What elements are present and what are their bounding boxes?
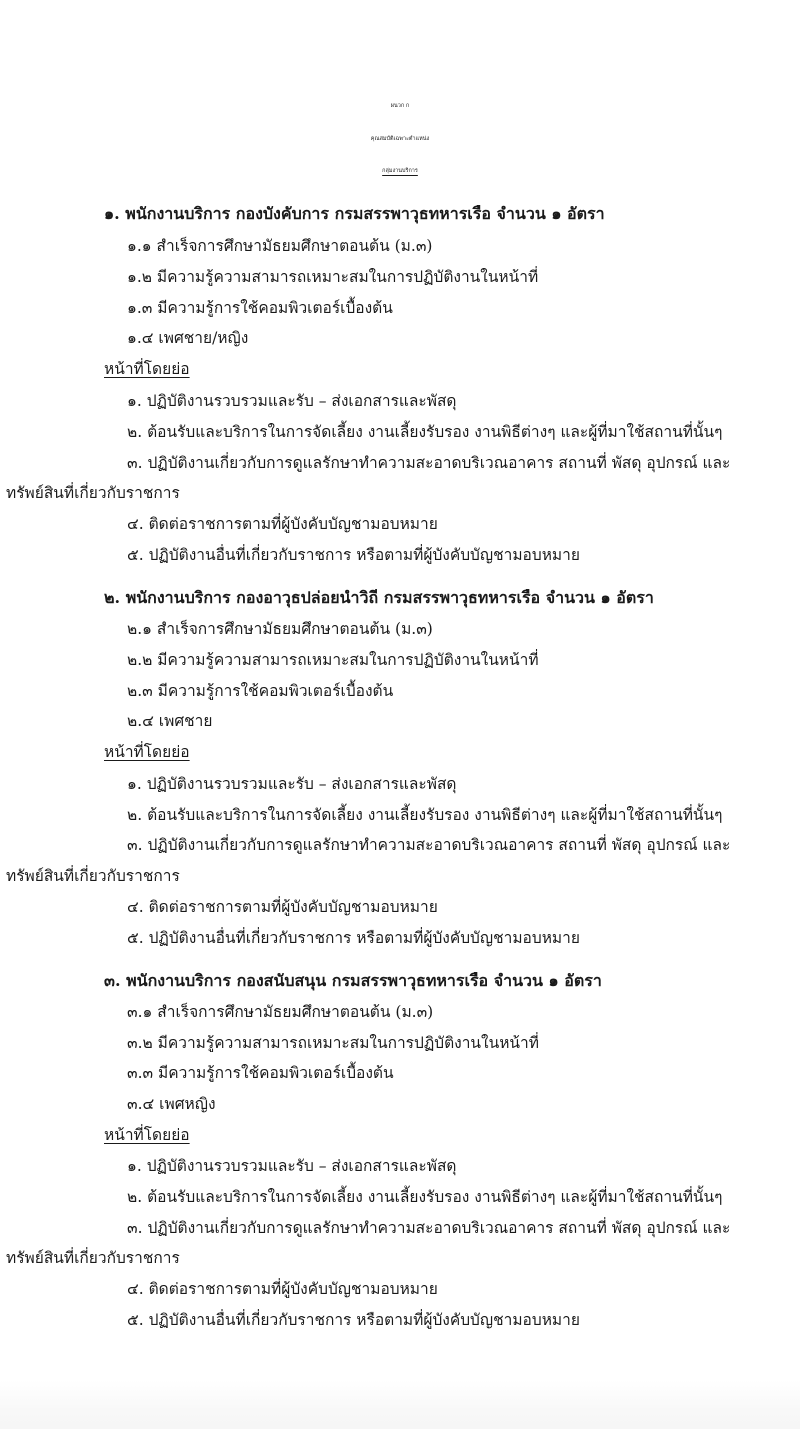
section-2-title: ๒. พนักงานบริการ กองอาวุธปล่อยนำวิถี กรมสรรพาวุธทหารเรือ จำนวน ๑ อัตรา xyxy=(104,588,654,607)
section-2-duty-4: ๔. ติดต่อราชการตามที่ผู้บังคับบัญชามอบหมาย xyxy=(127,898,438,916)
section-1-duty-1: ๑. ปฏิบัติงานรวบรวมและรับ – ส่งเอกสารและพัสดุ xyxy=(127,392,457,410)
section-2-duty-3-cont: ทรัพย์สินที่เกี่ยวกับราชการ xyxy=(6,867,180,885)
section-2-duty-1: ๑. ปฏิบัติงานรวบรวมและรับ – ส่งเอกสารและพัสดุ xyxy=(127,775,457,793)
section-1-qual-3: ๑.๓ มีความรู้การใช้คอมพิวเตอร์เบื้องต้น xyxy=(127,299,393,317)
group-heading: กลุ่มงานบริการ xyxy=(382,168,418,174)
section-1-qual-2: ๑.๒ มีความรู้ความสามารถเหมาะสมในการปฏิบัติงานในหน้าที่ xyxy=(127,268,539,286)
section-2-duty-5: ๕. ปฏิบัติงานอื่นที่เกี่ยวกับราชการ หรือตามที่ผู้บังคับบัญชามอบหมาย xyxy=(127,929,580,947)
section-1-duty-5: ๕. ปฏิบัติงานอื่นที่เกี่ยวกับราชการ หรือตามที่ผู้บังคับบัญชามอบหมาย xyxy=(127,546,580,564)
section-2-duty-3: ๓. ปฏิบัติงานเกี่ยวกับการดูแลรักษาทำความสะอาดบริเวณอาคาร สถานที่ พัสดุ อุปกรณ์ และ xyxy=(127,836,731,854)
section-1-duty-4: ๔. ติดต่อราชการตามที่ผู้บังคับบัญชามอบหมาย xyxy=(127,515,438,533)
section-2-duty-2: ๒. ต้อนรับและบริการในการจัดเลี้ยง งานเลี้ยงรับรอง งานพิธีต่างๆ และผู้ที่มาใช้สถานที่นั้นๆ xyxy=(127,806,723,824)
section-3-qual-2: ๓.๒ มีความรู้ความสามารถเหมาะสมในการปฏิบัติงานในหน้าที่ xyxy=(127,1034,539,1052)
section-1-duty-3: ๓. ปฏิบัติงานเกี่ยวกับการดูแลรักษาทำความสะอาดบริเวณอาคาร สถานที่ พัสดุ อุปกรณ์ และ xyxy=(127,454,731,472)
section-1-duty-2: ๒. ต้อนรับและบริการในการจัดเลี้ยง งานเลี้ยงรับรอง งานพิธีต่างๆ และผู้ที่มาใช้สถานที่นั้นๆ xyxy=(127,423,723,441)
section-2-qual-1: ๒.๑ สำเร็จการศึกษามัธยมศึกษาตอนต้น (ม.๓) xyxy=(127,620,433,638)
section-2-duties-heading: หน้าที่โดยย่อ xyxy=(104,743,190,761)
annex-label: ผนวก ก xyxy=(390,103,410,109)
section-3-duty-4: ๔. ติดต่อราชการตามที่ผู้บังคับบัญชามอบหมาย xyxy=(127,1280,438,1298)
section-3-title: ๓. พนักงานบริการ กองสนับสนุน กรมสรรพาวุธทหารเรือ จำนวน ๑ อัตรา xyxy=(104,971,602,990)
page-title: คุณสมบัติเฉพาะตำแหน่ง xyxy=(370,136,430,142)
section-1-qual-1: ๑.๑ สำเร็จการศึกษามัธยมศึกษาตอนต้น (ม.๓) xyxy=(127,237,433,255)
section-1-title: ๑. พนักงานบริการ กองบังคับการ กรมสรรพาวุธทหารเรือ จำนวน ๑ อัตรา xyxy=(104,204,605,223)
section-1-duty-3-cont: ทรัพย์สินที่เกี่ยวกับราชการ xyxy=(6,484,180,502)
section-3-duty-2: ๒. ต้อนรับและบริการในการจัดเลี้ยง งานเลี้ยงรับรอง งานพิธีต่างๆ และผู้ที่มาใช้สถานที่นั้นๆ xyxy=(127,1188,723,1206)
section-3-duties-heading: หน้าที่โดยย่อ xyxy=(104,1126,190,1144)
scan-bleed-through xyxy=(0,1380,800,1429)
section-3-qual-1: ๓.๑ สำเร็จการศึกษามัธยมศึกษาตอนต้น (ม.๓) xyxy=(127,1003,434,1021)
section-1-duties-heading: หน้าที่โดยย่อ xyxy=(104,360,190,378)
section-1-qual-4: ๑.๔ เพศชาย/หญิง xyxy=(127,329,249,347)
section-3-duty-1: ๑. ปฏิบัติงานรวบรวมและรับ – ส่งเอกสารและพัสดุ xyxy=(127,1157,457,1175)
section-2-qual-4: ๒.๔ เพศชาย xyxy=(127,712,213,730)
section-2-qual-2: ๒.๒ มีความรู้ความสามารถเหมาะสมในการปฏิบัติงานในหน้าที่ xyxy=(127,651,539,669)
section-3-duty-5: ๕. ปฏิบัติงานอื่นที่เกี่ยวกับราชการ หรือตามที่ผู้บังคับบัญชามอบหมาย xyxy=(127,1311,580,1329)
section-3-qual-4: ๓.๔ เพศหญิง xyxy=(127,1095,216,1113)
section-3-duty-3: ๓. ปฏิบัติงานเกี่ยวกับการดูแลรักษาทำความสะอาดบริเวณอาคาร สถานที่ พัสดุ อุปกรณ์ และ xyxy=(127,1219,731,1237)
section-3-duty-3-cont: ทรัพย์สินที่เกี่ยวกับราชการ xyxy=(6,1249,180,1267)
section-2-qual-3: ๒.๓ มีความรู้การใช้คอมพิวเตอร์เบื้องต้น xyxy=(127,682,394,700)
section-3-qual-3: ๓.๓ มีความรู้การใช้คอมพิวเตอร์เบื้องต้น xyxy=(127,1064,394,1082)
